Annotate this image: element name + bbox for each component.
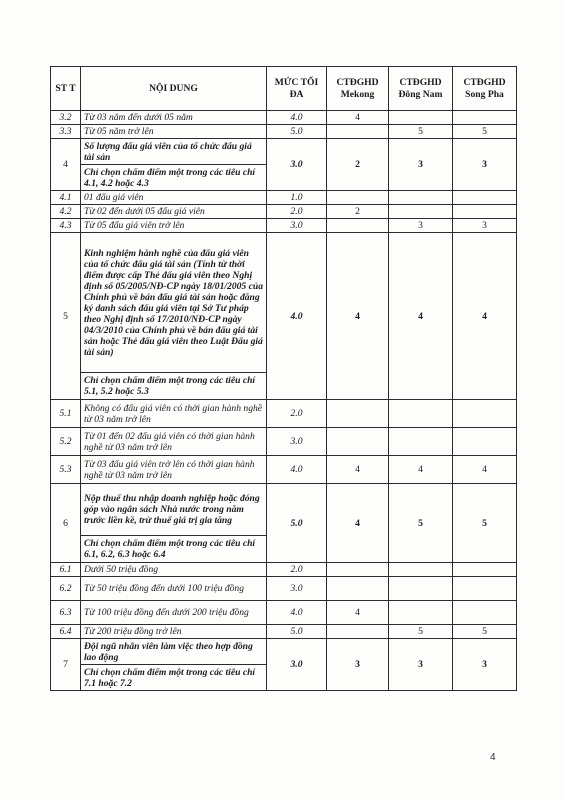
header-max: MỨC TỐI ĐA bbox=[267, 67, 327, 111]
row-score-mekong: 4 bbox=[327, 601, 389, 625]
table-row bbox=[51, 400, 517, 428]
row-stt: 6 bbox=[51, 484, 81, 563]
row-content: Kinh nghiệm hành nghề của đấu giá viên của tổ chức đấu giá tài sản (Tính từ thời điểm được cấp Thẻ đấu giá viên theo Nghị định số 05/2005/NĐ-CP ngày 18/01/2005 của Chính phủ về bán đấu giá tài sản hoặc đăng ký danh sách đấu giá viên tại Sở Tư pháp theo Nghị định số 17/2010/NĐ-CP ngày 04/3/2010 của Chính phủ về bán đấu giá tài sản hoặc Thẻ đấu giá viên theo Luật Đấu giá tài sản) bbox=[81, 233, 267, 373]
row-stt: 6.3 bbox=[51, 601, 81, 625]
header-stt: ST T bbox=[51, 67, 81, 111]
table-row bbox=[51, 111, 517, 125]
row-score-dong-nam: 5 bbox=[389, 625, 453, 639]
row-score-dong-nam: 5 bbox=[389, 125, 453, 139]
row-stt: 4.2 bbox=[51, 205, 81, 219]
page-number: 4 bbox=[490, 752, 496, 763]
row-score-dong-nam bbox=[389, 428, 453, 456]
row-note: Chỉ chọn chấm điểm một trong các tiêu chí 4.1, 4.2 hoặc 4.3 bbox=[81, 165, 267, 191]
row-score-mekong bbox=[327, 577, 389, 601]
row-stt: 6.1 bbox=[51, 563, 81, 577]
row-score-song-pha bbox=[453, 577, 517, 601]
header-org-dong-nam: CTĐGHD Đông Nam bbox=[389, 67, 453, 111]
row-score-dong-nam: 3 bbox=[389, 639, 453, 691]
row-score-mekong: 4 bbox=[327, 456, 389, 484]
row-score-song-pha: 4 bbox=[453, 456, 517, 484]
table-row-group bbox=[51, 233, 517, 373]
row-score-dong-nam: 3 bbox=[389, 219, 453, 233]
row-score-mekong bbox=[327, 625, 389, 639]
row-content: Từ 200 triệu đồng trở lên bbox=[81, 625, 267, 639]
row-score-song-pha: 3 bbox=[453, 219, 517, 233]
row-max: 2.0 bbox=[267, 205, 327, 219]
row-score-mekong: 2 bbox=[327, 205, 389, 219]
row-stt: 5.1 bbox=[51, 400, 81, 428]
row-max: 2.0 bbox=[267, 400, 327, 428]
row-content: Từ 05 năm trở lên bbox=[81, 125, 267, 139]
table-row bbox=[51, 205, 517, 219]
row-max: 5.0 bbox=[267, 625, 327, 639]
header-org-song-pha: CTĐGHD Song Pha bbox=[453, 67, 517, 111]
row-stt: 7 bbox=[51, 639, 81, 691]
row-note: Chỉ chọn chấm điểm một trong các tiêu chí 6.1, 6.2, 6.3 hoặc 6.4 bbox=[81, 536, 267, 563]
row-max: 1.0 bbox=[267, 191, 327, 205]
row-score-song-pha bbox=[453, 191, 517, 205]
row-score-mekong: 4 bbox=[327, 111, 389, 125]
table-row bbox=[51, 601, 517, 625]
table-row bbox=[51, 577, 517, 601]
row-score-mekong bbox=[327, 563, 389, 577]
row-stt: 4 bbox=[51, 139, 81, 191]
row-content: Số lượng đấu giá viên của tổ chức đấu giá tài sản bbox=[81, 139, 267, 165]
row-max: 3.0 bbox=[267, 139, 327, 191]
row-stt: 6.4 bbox=[51, 625, 81, 639]
row-stt: 5 bbox=[51, 233, 81, 400]
row-score-song-pha bbox=[453, 563, 517, 577]
row-content: Từ 03 đấu giá viên trở lên có thời gian hành nghề từ 03 năm trở lên bbox=[81, 456, 267, 484]
row-score-song-pha bbox=[453, 400, 517, 428]
row-stt: 5.3 bbox=[51, 456, 81, 484]
row-score-mekong: 4 bbox=[327, 484, 389, 563]
row-score-mekong bbox=[327, 219, 389, 233]
row-score-dong-nam bbox=[389, 577, 453, 601]
row-max: 3.0 bbox=[267, 219, 327, 233]
row-max: 5.0 bbox=[267, 125, 327, 139]
row-content: Từ 03 năm đến dưới 05 năm bbox=[81, 111, 267, 125]
header-content: NỘI DUNG bbox=[81, 67, 267, 111]
table-row bbox=[51, 563, 517, 577]
row-max: 3.0 bbox=[267, 428, 327, 456]
row-stt: 6.2 bbox=[51, 577, 81, 601]
row-score-song-pha: 3 bbox=[453, 139, 517, 191]
row-max: 5.0 bbox=[267, 484, 327, 563]
row-score-dong-nam: 3 bbox=[389, 139, 453, 191]
row-score-mekong bbox=[327, 428, 389, 456]
row-content: Dưới 50 triệu đồng bbox=[81, 563, 267, 577]
row-max: 3.0 bbox=[267, 577, 327, 601]
row-stt: 4.3 bbox=[51, 219, 81, 233]
row-content: 01 đấu giá viên bbox=[81, 191, 267, 205]
row-stt: 4.1 bbox=[51, 191, 81, 205]
row-score-dong-nam bbox=[389, 191, 453, 205]
row-score-song-pha bbox=[453, 601, 517, 625]
row-score-dong-nam bbox=[389, 400, 453, 428]
row-max: 3.0 bbox=[267, 639, 327, 691]
row-note: Chỉ chọn chấm điểm một trong các tiêu chí 7.1 hoặc 7.2 bbox=[81, 665, 267, 691]
table-row-group bbox=[51, 139, 517, 165]
row-score-song-pha: 5 bbox=[453, 125, 517, 139]
row-score-mekong bbox=[327, 191, 389, 205]
row-max: 4.0 bbox=[267, 111, 327, 125]
scoring-table bbox=[50, 66, 517, 691]
row-score-song-pha: 4 bbox=[453, 233, 517, 400]
row-max: 2.0 bbox=[267, 563, 327, 577]
row-score-dong-nam bbox=[389, 563, 453, 577]
table-row bbox=[51, 456, 517, 484]
row-score-song-pha bbox=[453, 111, 517, 125]
row-score-dong-nam: 5 bbox=[389, 484, 453, 563]
row-content: Đội ngũ nhân viên làm việc theo hợp đồng lao động bbox=[81, 639, 267, 665]
row-score-dong-nam bbox=[389, 111, 453, 125]
row-max: 4.0 bbox=[267, 601, 327, 625]
row-score-mekong bbox=[327, 400, 389, 428]
table-row-group bbox=[51, 639, 517, 665]
row-stt: 3.3 bbox=[51, 125, 81, 139]
row-content: Từ 01 đến 02 đấu giá viên có thời gian hành nghề từ 03 năm trở lên bbox=[81, 428, 267, 456]
row-score-dong-nam: 4 bbox=[389, 233, 453, 400]
row-score-dong-nam: 4 bbox=[389, 456, 453, 484]
row-score-song-pha: 5 bbox=[453, 484, 517, 563]
row-score-song-pha bbox=[453, 428, 517, 456]
table-row bbox=[51, 125, 517, 139]
table-row bbox=[51, 191, 517, 205]
row-score-mekong: 2 bbox=[327, 139, 389, 191]
table-row-group bbox=[51, 484, 517, 536]
row-score-mekong bbox=[327, 125, 389, 139]
header-org-mekong: CTĐGHD Mekong bbox=[327, 67, 389, 111]
row-max: 4.0 bbox=[267, 456, 327, 484]
table-row bbox=[51, 625, 517, 639]
row-content: Từ 02 đến dưới 05 đấu giá viên bbox=[81, 205, 267, 219]
row-stt: 5.2 bbox=[51, 428, 81, 456]
row-content: Từ 05 đấu giá viên trở lên bbox=[81, 219, 267, 233]
row-content: Không có đấu giá viên có thời gian hành nghề từ 03 năm trở lên bbox=[81, 400, 267, 428]
row-content: Từ 50 triệu đồng đến dưới 100 triệu đồng bbox=[81, 577, 267, 601]
row-score-mekong: 4 bbox=[327, 233, 389, 400]
row-note: Chỉ chọn chấm điểm một trong các tiêu chí 5.1, 5.2 hoặc 5.3 bbox=[81, 373, 267, 400]
row-max: 4.0 bbox=[267, 233, 327, 400]
table-row bbox=[51, 428, 517, 456]
row-score-song-pha bbox=[453, 205, 517, 219]
table-header-row bbox=[51, 67, 517, 111]
row-score-song-pha: 3 bbox=[453, 639, 517, 691]
table-row bbox=[51, 219, 517, 233]
row-score-dong-nam bbox=[389, 601, 453, 625]
row-score-mekong: 3 bbox=[327, 639, 389, 691]
row-content: Từ 100 triệu đồng đến dưới 200 triệu đồng bbox=[81, 601, 267, 625]
row-score-dong-nam bbox=[389, 205, 453, 219]
row-stt: 3.2 bbox=[51, 111, 81, 125]
row-content: Nộp thuế thu nhập doanh nghiệp hoặc đóng góp vào ngân sách Nhà nước trong năm trước liền kề, trừ thuế giá trị gia tăng bbox=[81, 484, 267, 536]
row-score-song-pha: 5 bbox=[453, 625, 517, 639]
